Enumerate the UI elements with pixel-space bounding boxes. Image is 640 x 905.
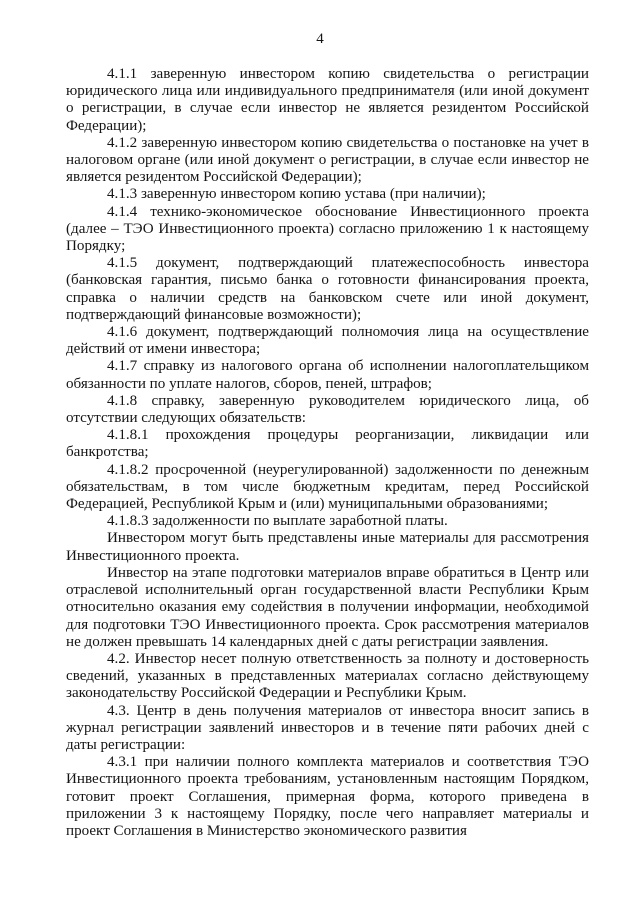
paragraph-4-1-8-2: 4.1.8.2 просроченной (неурегулированной) задолженности по денежным обязательствам, в том числе бюджетным кредитам, перед Российской Федерацией, Республикой Крым и (или) муниципальными образованиями;	[66, 461, 589, 513]
paragraph-4-1-1: 4.1.1 заверенную инвестором копию свидетельства о регистрации юридического лица или индивидуального предпринимателя (или иной документ о регистрации, в случае если инвестор не является резидентом Российской Федерации);	[66, 66, 589, 134]
paragraph-4-1-2: 4.1.2 заверенную инвестором копию свидетельства о постановке на учет в налоговом органе (или иной документ о регистрации, в случае если инвестор не является резидентом Российской Федерации);	[66, 134, 589, 186]
paragraph-4-3-1: 4.3.1 при наличии полного комплекта материалов и соответствия ТЭО Инвестиционного проекта требованиям, установленным настоящим Порядком, готовит проект Соглашения, примерная форма, которого приведена в приложении 3 к настоящему Порядку, после чего направляет материалы и проект Соглашения в Министерство экономического развития	[66, 754, 589, 839]
paragraph-4-1-8-1: 4.1.8.1 прохождения процедуры реорганизации, ликвидации или банкротства;	[66, 427, 589, 461]
paragraph-4-1-4: 4.1.4 технико-экономическое обоснование Инвестиционного проекта (далее – ТЭО Инвестиционного проекта) согласно приложению 1 к настоящему Порядку;	[66, 203, 589, 255]
page-number: 4	[316, 31, 324, 47]
paragraph-4-1-5: 4.1.5 документ, подтверждающий платежеспособность инвестора (банковская гарантия, письмо банка о готовности финансирования проекта, справка о наличии средств на банковском счете или иной документ, подтверждающий финансовые возможности);	[66, 255, 589, 323]
paragraph-4-1-8-3: 4.1.8.3 задолженности по выплате заработной платы.	[107, 513, 448, 530]
paragraph-investor-request: Инвестор на этапе подготовки материалов вправе обратиться в Центр или отраслевой исполнительный орган государственной власти Республики Крым относительно оказания ему содействия в получении информации, необходимой для подготовки ТЭО Инвестиционного проекта. Срок рассмотрения материалов не должен превышать 14 календарных дней с даты регистрации заявления.	[66, 564, 589, 650]
paragraph-4-1-7: 4.1.7 справку из налогового органа об исполнении налогоплательщиком обязанности по уплате налогов, сборов, пеней, штрафов;	[66, 358, 589, 392]
paragraph-4-1-3: 4.1.3 заверенную инвестором копию устава (при наличии);	[107, 186, 486, 203]
paragraph-4-1-8: 4.1.8 справку, заверенную руководителем юридического лица, об отсутствии следующих обязательств:	[66, 392, 589, 427]
paragraph-4-2: 4.2. Инвестор несет полную ответственность за полноту и достоверность сведений, указанных в представленных материалах согласно действующему законодательству Российской Федерации и Республики Крым.	[66, 650, 589, 702]
document-body	[66, 66, 589, 840]
paragraph-4-1-6: 4.1.6 документ, подтверждающий полномочия лица на осуществление действий от имени инвестора;	[66, 324, 589, 358]
paragraph-other-materials: Инвестором могут быть представлены иные материалы для рассмотрения Инвестиционного проекта.	[66, 530, 589, 564]
paragraph-4-3: 4.3. Центр в день получения материалов от инвестора вносит запись в журнал регистрации заявлений инвесторов и в течение пяти рабочих дней с даты регистрации:	[66, 702, 589, 753]
